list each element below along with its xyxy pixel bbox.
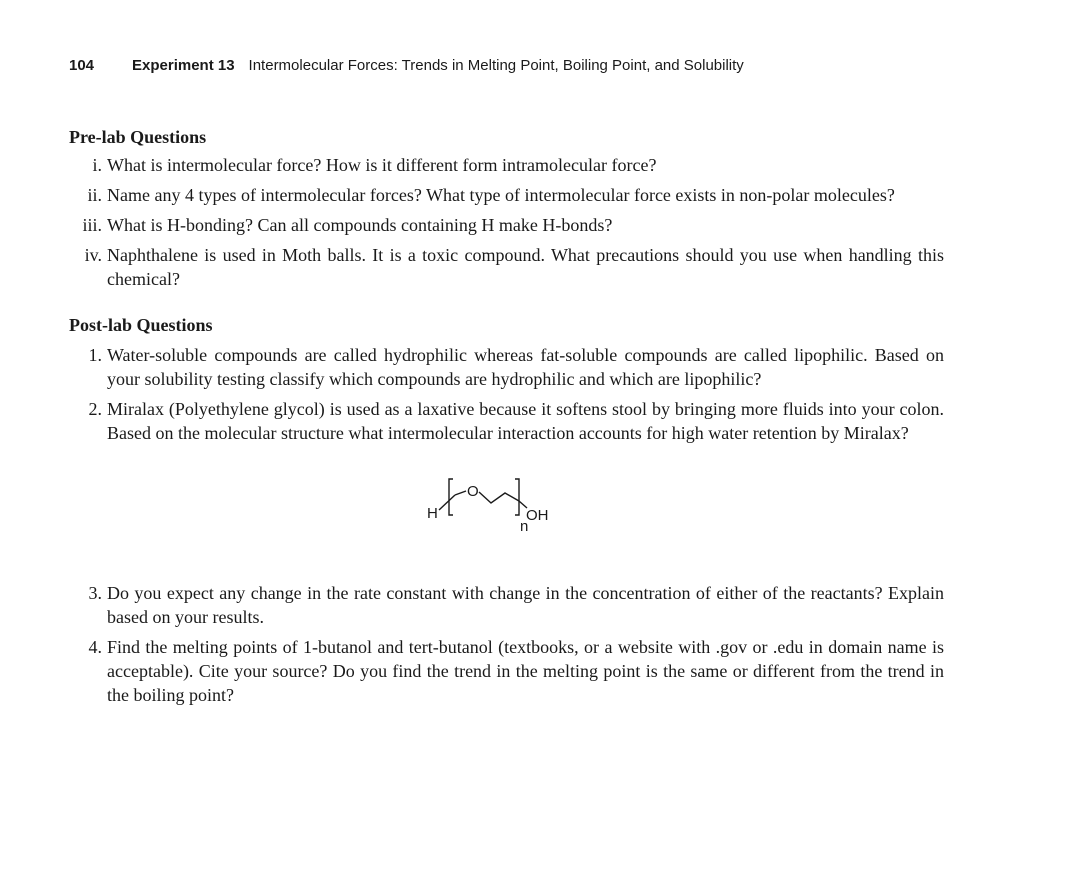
running-header xyxy=(69,57,744,74)
question-marker: 1. xyxy=(88,345,102,365)
prelab-question xyxy=(69,183,944,207)
experiment-title: Intermolecular Forces: Trends in Melting Point, Boiling Point, and Solubility xyxy=(248,57,744,74)
group-oh: OH xyxy=(526,507,549,524)
question-marker: iii. xyxy=(82,215,102,235)
postlab-question xyxy=(69,581,944,629)
question-text: Naphthalene is used in Moth balls. It is a toxic compound. What precautions should you use when handling this chemical? xyxy=(107,245,944,289)
bond-o-left xyxy=(455,491,466,495)
question-text: What is intermolecular force? How is it different form intramolecular force? xyxy=(107,155,657,175)
experiment-label: Experiment 13 xyxy=(132,57,235,74)
repeat-n: n xyxy=(520,518,529,535)
peg-structure-diagram xyxy=(419,465,619,535)
question-text: Water-soluble compounds are called hydrophilic whereas fat-soluble compounds are called lipophilic. Based on your solubility testing classify which compounds are hydrophilic and which are lipophilic? xyxy=(107,345,944,389)
question-text: Miralax (Polyethylene glycol) is used as a laxative because it softens stool by bringing more fluids into your colon. Based on the molecular structure what intermolecular interaction accounts for high water retention by Miralax? xyxy=(107,399,944,443)
question-text: Find the melting points of 1-butanol and tert-butanol (textbooks, or a website with .gov or .edu in domain name is acceptable). Cite your source? Do you find the trend in the melting point is the same or different from the trend in the boiling point? xyxy=(107,637,944,705)
question-marker: 4. xyxy=(88,637,102,657)
question-marker: i. xyxy=(92,155,102,175)
postlab-question xyxy=(69,397,944,445)
prelab-question xyxy=(69,153,944,177)
atom-h: H xyxy=(427,505,438,522)
prelab-question xyxy=(69,213,944,237)
postlab-section xyxy=(69,313,944,707)
question-text: Do you expect any change in the rate constant with change in the concentration of either of the reactants? Explain based on your results. xyxy=(107,583,944,627)
postlab-heading: Post-lab Questions xyxy=(69,315,213,335)
ethylene-chain xyxy=(479,492,519,503)
page-content xyxy=(69,125,944,713)
question-text: What is H-bonding? Can all compounds containing H make H-bonds? xyxy=(107,215,613,235)
atom-o: O xyxy=(467,483,479,500)
question-marker: 2. xyxy=(88,399,102,419)
prelab-heading: Pre-lab Questions xyxy=(69,127,207,147)
prelab-question xyxy=(69,243,944,291)
right-bracket xyxy=(515,479,519,515)
page-number: 104 xyxy=(69,57,95,74)
question-marker: ii. xyxy=(87,185,102,205)
prelab-section xyxy=(69,125,944,291)
question-text: Name any 4 types of intermolecular forces? What type of intermolecular force exists in non-polar molecules? xyxy=(107,185,895,205)
bond-h xyxy=(439,495,455,510)
peg-structure-figure xyxy=(69,451,944,581)
postlab-question xyxy=(69,343,944,391)
postlab-question xyxy=(69,635,944,707)
question-marker: 3. xyxy=(88,583,102,603)
question-marker: iv. xyxy=(84,245,102,265)
